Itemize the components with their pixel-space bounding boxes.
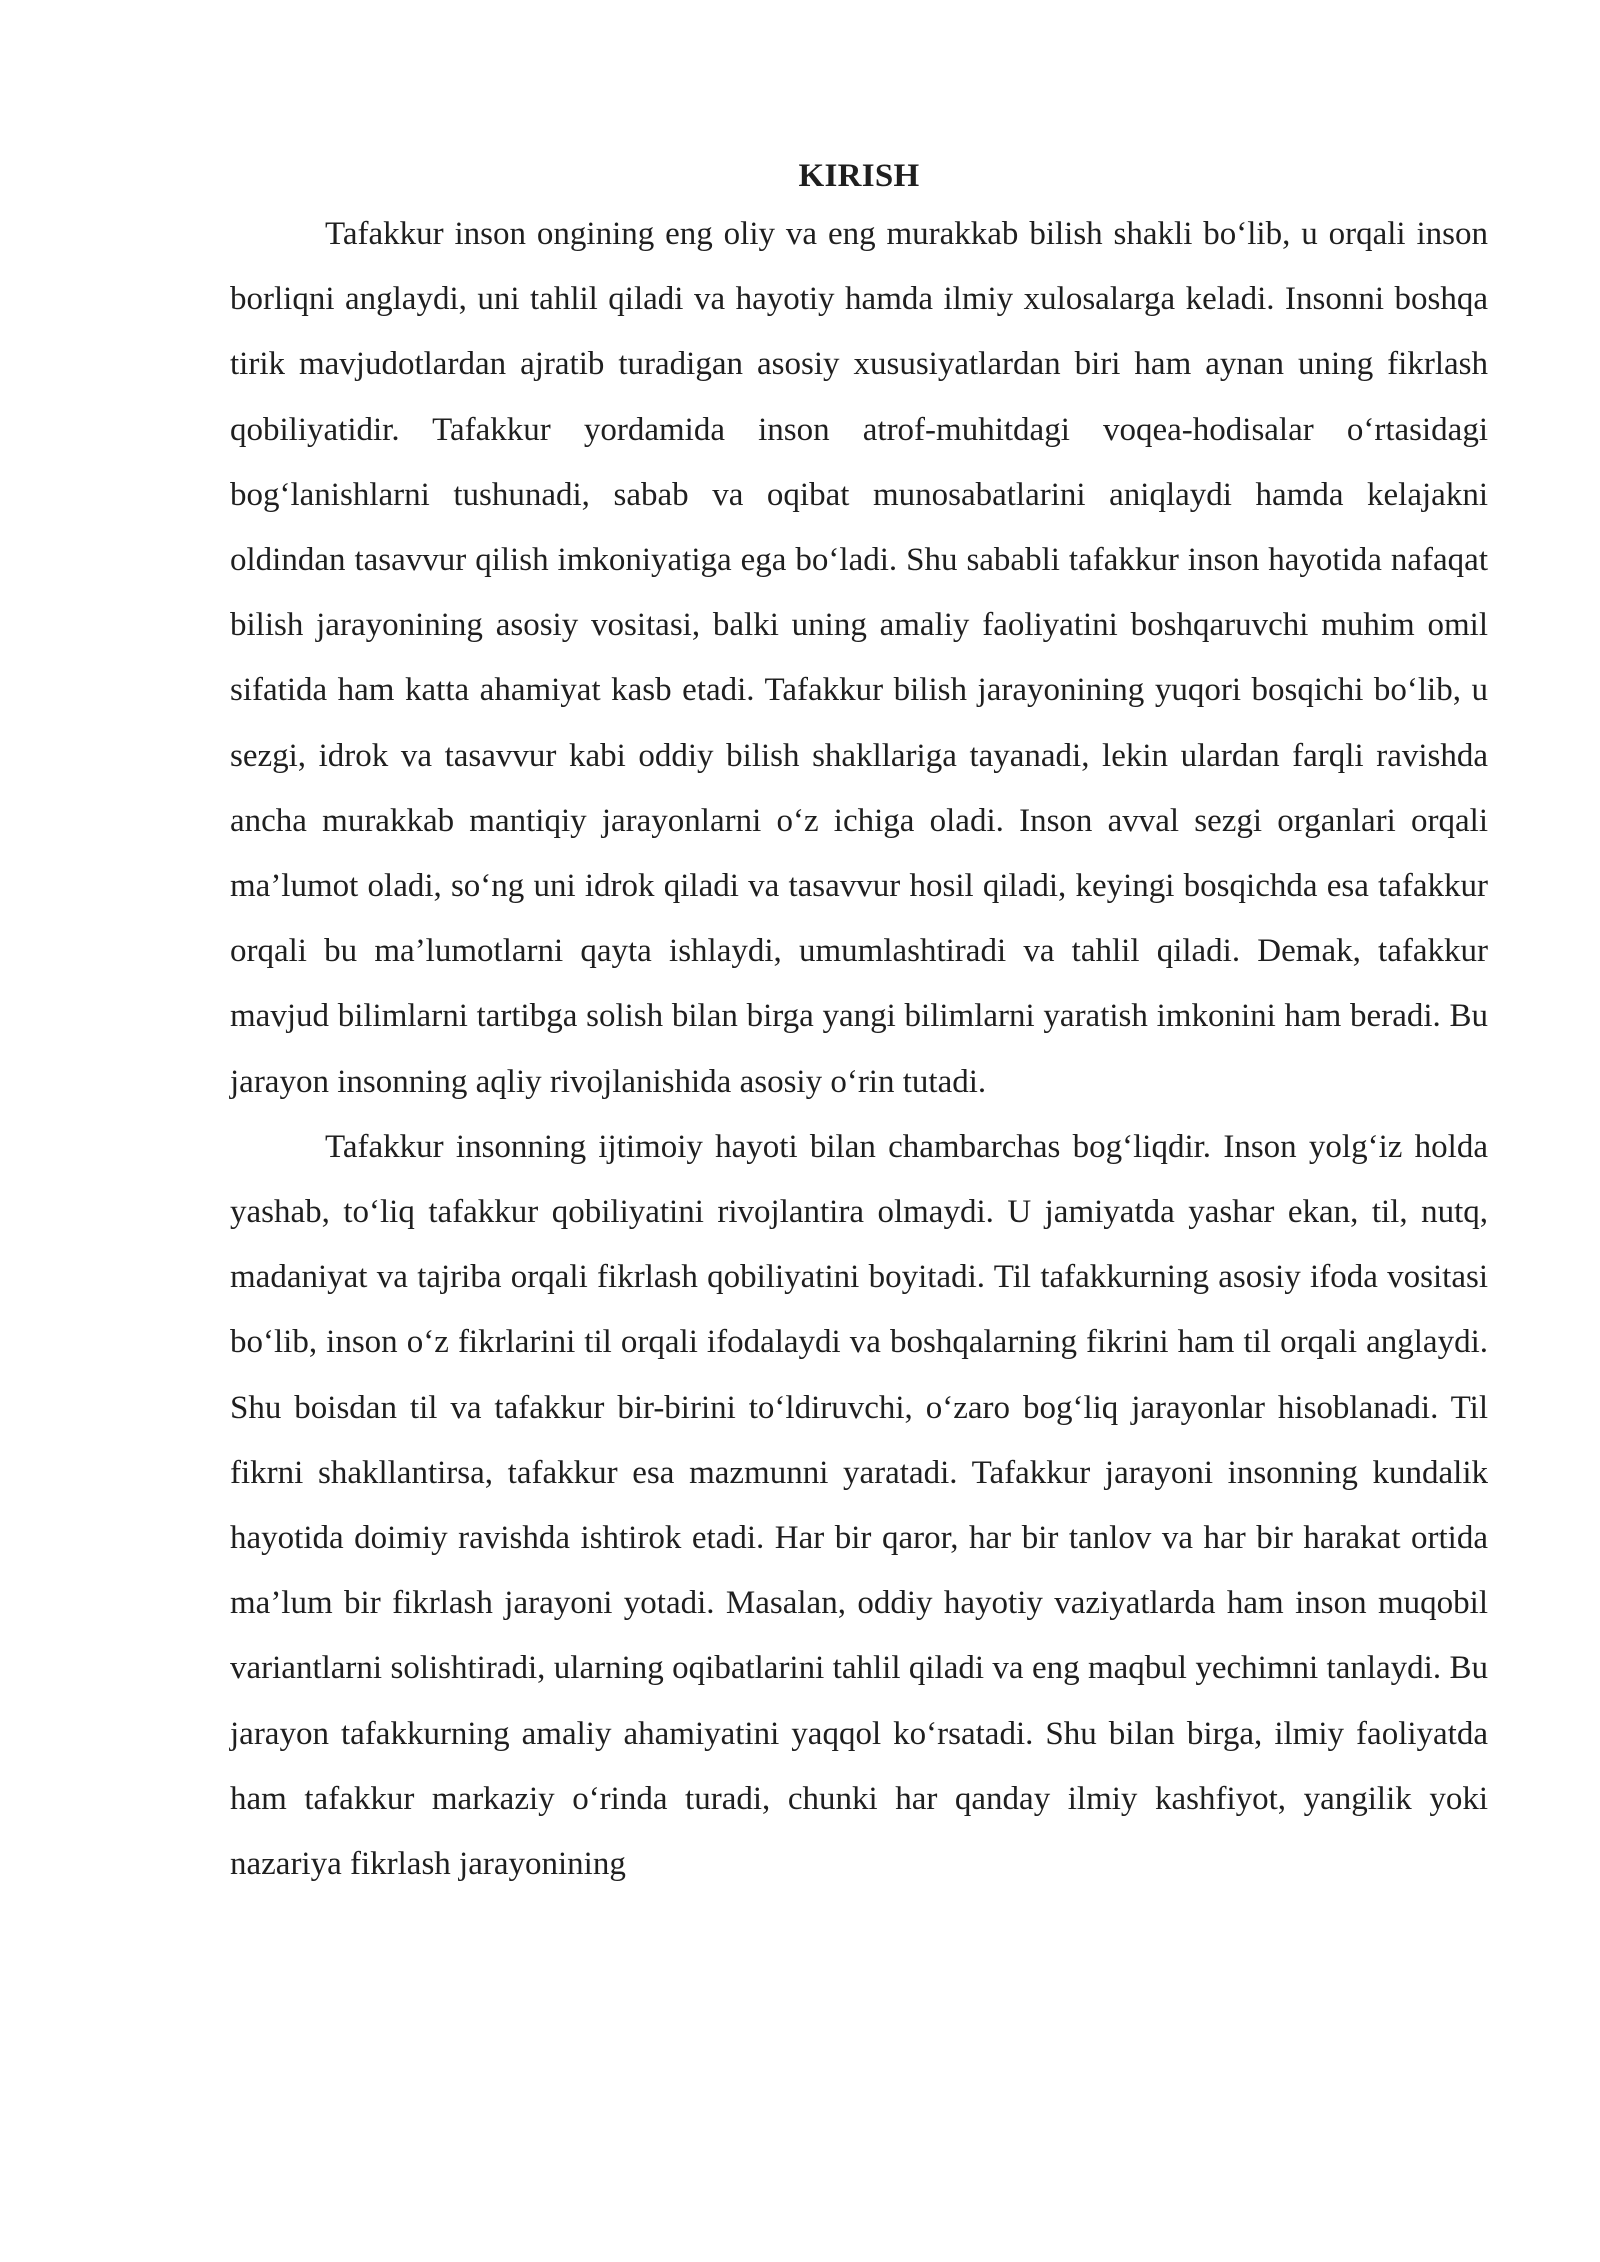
paragraph-1: Tafakkur inson ongining eng oliy va eng murakkab bilish shakli bo‘lib, u orqali inson borliqni anglaydi, uni tahlil qiladi va hayotiy hamda ilmiy xulosalarga keladi. Insonni boshqa tirik mavjudotlardan ajratib turadigan asosiy xususiyatlardan biri ham aynan uning fikrlash qobiliyatidir. Tafakkur yordamida inson atrof-muhitdagi voqea-hodisalar o‘rtasidagi bog‘lanishlarni tushunadi, sabab va oqibat munosabatlarini aniqlaydi hamda kelajakni oldindan tasavvur qilish imkoniyatiga ega bo‘ladi. Shu sababli tafakkur inson hayotida nafaqat bilish jarayonining asosiy vositasi, balki uning amaliy faoliyatini boshqaruvchi muhim omil sifatida ham katta ahamiyat kasb etadi. Tafakkur bilish jarayonining yuqori bosqichi bo‘lib, u sezgi, idrok va tasavvur kabi oddiy bilish shakllariga tayanadi, lekin ulardan farqli ravishda ancha murakkab mantiqiy jarayonlarni o‘z ichiga oladi. Inson avval sezgi organlari orqali ma’lumot oladi, so‘ng uni idrok qiladi va tasavvur hosil qiladi, keyingi bosqichda esa tafakkur orqali bu ma’lumotlarni qayta ishlaydi, umumlashtiradi va tahlil qiladi. Demak, tafakkur mavjud bilimlarni tartibga solish bilan birga yangi bilimlarni yaratish imkonini ham beradi. Bu jarayon insonning aqliy rivojlanishida asosiy o‘rin tutadi. — [230, 216, 1488, 1100]
paragraph-2: Tafakkur insonning ijtimoiy hayoti bilan chambarchas bog‘liqdir. Inson yolg‘iz holda yashab, to‘liq tafakkur qobiliyatini rivojlantira olmaydi. U jamiyatda yashar ekan, til, nutq, madaniyat va tajriba orqali fikrlash qobiliyatini boyitadi. Til tafakkurning asosiy ifoda vositasi bo‘lib, inson o‘z fikrlarini til orqali ifodalaydi va boshqalarning fikrini ham til orqali anglaydi. Shu boisdan til va tafakkur bir-birini to‘ldiruvchi, o‘zaro bog‘liq jarayonlar hisoblanadi. Til fikrni shakllantirsa, tafakkur esa mazmunni yaratadi. Tafakkur jarayoni insonning kundalik hayotida doimiy ravishda ishtirok etadi. Har bir qaror, har bir tanlov va har bir harakat ortida ma’lum bir fikrlash jarayoni yotadi. Masalan, oddiy hayotiy vaziyatlarda ham inson muqobil variantlarni solishtiradi, ularning oqibatlarini tahlil qiladi va eng maqbul yechimni tanlaydi. Bu jarayon tafakkurning amaliy ahamiyatini yaqqol ko‘rsatadi. Shu bilan birga, ilmiy faoliyatda ham tafakkur markaziy o‘rinda turadi, chunki har qanday ilmiy kashfiyot, yangilik yoki nazariya fikrlash jarayonining — [230, 1128, 1488, 1883]
page-title: KIRISH — [798, 158, 920, 194]
